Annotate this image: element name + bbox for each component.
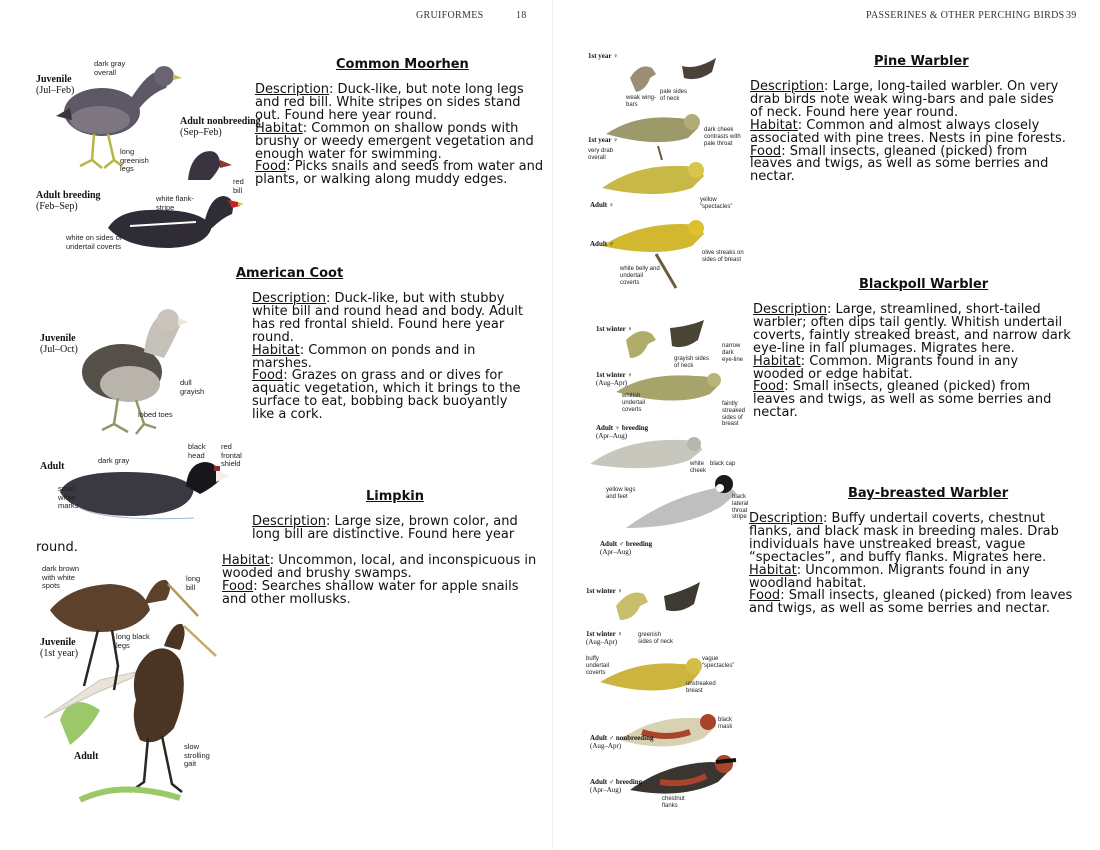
- common-moorhen-text: [255, 84, 545, 187]
- description-text: : Buffy undertail coverts, chestnut flanks, and black mask in breeding males. Drab individuals have unstreaked breast, vague “spectacles”, and buffy flanks. Migrates here.: [749, 511, 1059, 565]
- label-small-white-marks: small white marks: [58, 484, 79, 510]
- label-whitish-undertail: whitish undertail coverts: [622, 393, 646, 413]
- label-bay-1st-winter-a: 1st winter ♀: [586, 587, 623, 595]
- label-greenish-sides: greenish sides of neck: [638, 632, 674, 645]
- blackpoll-warbler-text: [753, 304, 1073, 420]
- label-pale-sides-of-neck: pale sides of neck: [660, 89, 688, 102]
- habitat-text: : Common and almost always closely associated with pine trees. Nests in pine forests.: [750, 117, 1066, 146]
- label-yellow-spectacles: yellow “spectacles”: [700, 197, 733, 210]
- label-pine-adult-female: Adult ♀: [590, 201, 615, 209]
- label-coot-dark-gray: dark gray: [98, 456, 130, 465]
- label-olive-streaks: olive streaks on sides of breast: [702, 250, 744, 263]
- habitat-label: Habitat: [750, 117, 798, 133]
- label-adult-nonbreeding: Adult nonbreeding (Sep–Feb): [180, 116, 261, 138]
- label-lobed-toes: lobed toes: [138, 410, 173, 419]
- food-label: Food: [753, 379, 785, 395]
- food-text: : Small insects, gleaned (picked) from leaves and twigs, as well as some berries and nectar.: [750, 143, 1049, 185]
- label-long-greenish-legs: long greenish legs: [120, 147, 149, 173]
- food-label: Food: [252, 368, 284, 384]
- label-bay-adult-male-nonbreeding: Adult ♂ nonbreeding (Aug–Apr): [590, 734, 654, 750]
- label-black-throat-stripe: black lateral throat stripe: [732, 494, 749, 521]
- right-page-number: 39: [1066, 10, 1077, 21]
- label-faintly-streaked: faintly streaked sides of breast: [722, 401, 746, 428]
- left-page-number: 18: [516, 10, 527, 21]
- species-title-blackpoll-warbler: Blackpoll Warbler: [859, 277, 989, 292]
- label-dull-grayish: dull grayish: [180, 378, 205, 396]
- label-white-flank-stripe: white flank-stripe: [156, 194, 194, 212]
- habitat-text: : Common. Migrants found in any wooded or edge habitat.: [753, 353, 1019, 382]
- label-yellow-legs: yellow legs and feet: [606, 487, 636, 500]
- habitat-label: Habitat: [252, 342, 300, 358]
- species-title-pine-warbler: Pine Warbler: [874, 54, 969, 69]
- label-white-belly: white belly and undertail coverts: [620, 266, 660, 286]
- description-label: Description: [255, 82, 330, 97]
- label-limpkin-long-bill: long bill: [186, 574, 201, 592]
- label-pine-1st-year-b: 1st year ♀: [588, 136, 619, 144]
- label-blackpoll-adult-female: Adult ♀ breeding (Apr–Aug): [596, 424, 649, 440]
- species-title-common-moorhen: Common Moorhen: [336, 57, 469, 72]
- limpkin-description: [252, 516, 532, 542]
- label-limpkin-adult: Adult: [74, 751, 99, 762]
- label-pine-adult-male: Adult ♂: [590, 240, 615, 248]
- limpkin-illustration: [40, 570, 230, 810]
- label-red-frontal-shield: red frontal shield: [221, 442, 242, 468]
- label-slow-strolling-gait: slow strolling gait: [184, 742, 210, 768]
- description-label: Description: [749, 511, 824, 526]
- american-coot-text: [252, 293, 530, 422]
- habitat-text: : Common on ponds and in marshes.: [252, 342, 476, 371]
- food-text: : Small insects, gleaned (picked) from leaves and twigs, as well as some berries and nectar.: [753, 379, 1052, 421]
- description-label: Description: [252, 514, 327, 529]
- habitat-label: Habitat: [222, 553, 270, 568]
- left-running-head: GRUIFORMES: [416, 10, 484, 21]
- label-very-drab: very drab overall: [588, 148, 614, 161]
- limpkin-text: [222, 555, 538, 607]
- habitat-label: Habitat: [255, 120, 303, 136]
- page-gutter: [552, 0, 553, 850]
- species-title-limpkin: Limpkin: [366, 489, 424, 504]
- bay-breasted-warbler-text: [749, 513, 1079, 616]
- description-text: : Large, streamlined, short-tailed warbler; often dips tail gently. Whitish undertail coverts, faintly streaked breast, and narrow dark eye-line in fall plumages. Migrates here.: [753, 302, 1071, 356]
- label-narrow-eye-line: narrow dark eye-line: [722, 343, 744, 363]
- label-blackpoll-1st-winter-b: 1st winter ♀ (Aug–Apr): [596, 371, 633, 387]
- label-adult-breeding: Adult breeding (Feb–Sep): [36, 190, 101, 212]
- label-coot-adult: Adult: [40, 461, 65, 472]
- label-vague-spectacles: vague “spectacles”: [702, 656, 735, 669]
- label-white-cheek: white cheek: [690, 461, 707, 474]
- food-text: : Picks snails and seeds from water and plants, or walking along muddy edges.: [255, 159, 544, 188]
- label-grayish-sides: grayish sides of neck: [674, 356, 710, 369]
- species-title-american-coot: American Coot: [236, 266, 344, 281]
- label-dark-gray-overall: dark gray overall: [94, 59, 126, 77]
- food-label: Food: [750, 143, 782, 159]
- description-text: : Large, long-tailed warbler. On very drab birds note weak wing-bars and pale sides of neck. Found here year round.: [750, 79, 1059, 120]
- description-text: : Large size, brown color, and long bill are distinctive. Found here year: [252, 514, 518, 542]
- label-bay-1st-winter-b: 1st winter ♀ (Aug–Apr): [586, 630, 623, 646]
- label-blackpoll-1st-winter-a: 1st winter ♀: [596, 325, 633, 333]
- label-unstreaked-breast: unstreaked breast: [686, 681, 716, 694]
- food-label: Food: [255, 159, 287, 175]
- label-weak-wing-bars: weak wing-bars: [626, 95, 657, 108]
- description-text: : Duck-like, but note long legs and red bill. White stripes on sides stand out. Found here year round.: [255, 82, 524, 123]
- label-dark-cheek: dark cheek contrasts with pale throat: [704, 127, 741, 147]
- species-title-bay-breasted-warbler: Bay-breasted Warbler: [848, 486, 1009, 501]
- habitat-text: : Common on shallow ponds with brushy or weedy emergent vegetation and enough water for swimming.: [255, 120, 534, 162]
- label-blackpoll-adult-male: Adult ♂ breeding (Apr–Aug): [600, 540, 653, 556]
- food-text: : Small insects, gleaned (picked) from leaves and twigs, as well as some berries and nectar.: [749, 588, 1073, 617]
- label-black-head: black head: [188, 442, 206, 460]
- food-label: Food: [222, 578, 254, 594]
- label-dark-brown-white-spots: dark brown with white spots: [42, 564, 80, 590]
- label-black-cap: black cap: [710, 461, 736, 467]
- description-label: Description: [252, 291, 327, 306]
- label-chestnut-flanks: chestnut flanks: [662, 796, 685, 809]
- description-text: : Duck-like, but with stubby white bill and round head and body. Adult has red frontal shield. Found here year round.: [252, 291, 524, 345]
- label-red-bill: red bill: [233, 177, 244, 195]
- habitat-label: Habitat: [753, 353, 801, 369]
- label-limpkin-juvenile: Juvenile (1st year): [40, 637, 79, 659]
- coot-juvenile-illustration: [74, 300, 204, 445]
- pine-warbler-text: [750, 81, 1070, 184]
- label-coot-juvenile: Juvenile (Jul–Oct): [40, 333, 78, 355]
- habitat-label: Habitat: [749, 562, 797, 578]
- right-running-head: PASSERINES & OTHER PERCHING BIRDS: [866, 10, 1065, 21]
- habitat-text: : Uncommon, local, and inconspicuous in wooded and brushy swamps.: [222, 553, 537, 581]
- habitat-text: : Uncommon. Migrants found in any woodland habitat.: [749, 562, 1030, 591]
- description-label: Description: [750, 79, 825, 94]
- food-text: : Grazes on grass and or dives for aquatic vegetation, which it brings to the surface to eat, bobbing back buoyantly like a cork.: [252, 368, 521, 423]
- label-moorhen-juvenile: Juvenile (Jul–Feb): [36, 74, 75, 96]
- label-pine-1st-year-a: 1st year ♀: [588, 52, 619, 60]
- label-bay-adult-male-breeding: Adult ♂ breeding (Apr–Aug): [590, 778, 643, 794]
- moorhen-nonbreeding-head-illustration: [180, 140, 240, 185]
- label-long-black-legs: long black legs: [116, 632, 150, 650]
- label-white-undertail: white on sides of undertail coverts: [66, 233, 122, 251]
- food-label: Food: [749, 588, 781, 604]
- description-label: Description: [753, 302, 828, 317]
- label-black-mask: black mask: [718, 717, 733, 730]
- food-text: : Searches shallow water for apple snails and other mollusks.: [222, 578, 519, 607]
- limpkin-overflow-word: round.: [36, 540, 78, 555]
- label-buffy-undertail: buffy undertail coverts: [586, 656, 610, 676]
